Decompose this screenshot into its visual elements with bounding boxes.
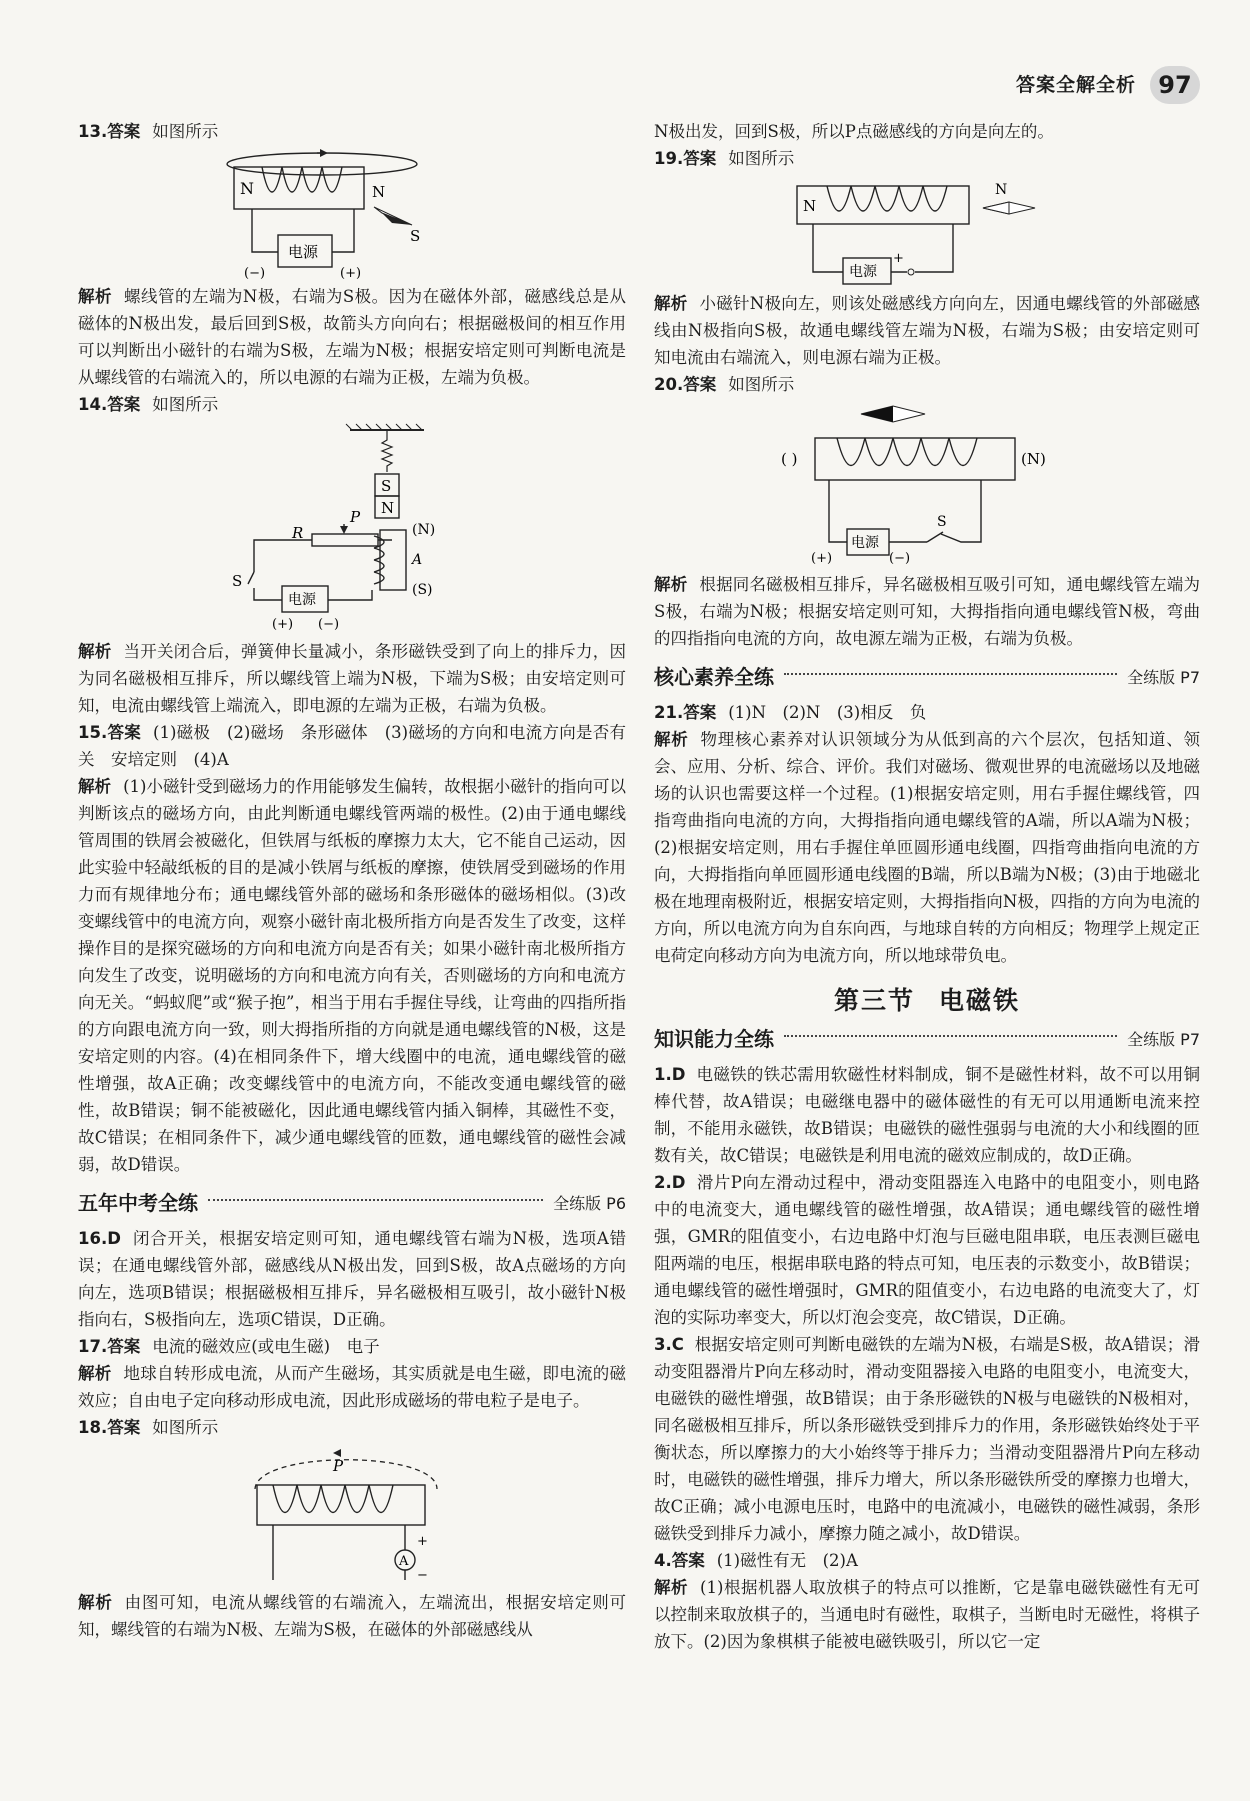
q13-n-label: N (240, 179, 254, 198)
q13-answer: 13.答案 如图所示 (78, 122, 219, 141)
q14-magnet-s: S (381, 477, 392, 495)
section-core-literacy (654, 664, 1200, 691)
q13-needle-s: S (410, 227, 421, 245)
page-header (1016, 66, 1200, 104)
q14-p: P (350, 508, 361, 526)
q20-figure (777, 402, 1077, 567)
q18-explanation: 解析 由图可知，电流从螺线管的右端流入，左端流出，根据安培定则可知，螺线管的右端为N极、左端为S极，在磁体的外部磁感线从 (78, 1593, 627, 1639)
page-number: 97 (1150, 66, 1200, 104)
q17-explanation: 解析 地球自转形成电流，从而产生磁场，其实质就是电生磁，即电流的磁效应；自由电子定向移动形成电流，因此形成磁场的带电粒子是电子。 (78, 1364, 627, 1410)
section-title: 知识能力全练 (654, 1027, 774, 1051)
q14-magnet-n: N (381, 499, 395, 517)
q19-answer: 19.答案 如图所示 (654, 149, 795, 168)
q4-explanation: 解析 (1)根据机器人取放棋子的特点可以推断，它是靠电磁铁磁性有无可以控制来取放棋子的，当通电时有磁性，取棋子，当断电时无磁性，将棋子放下。(2)因为象棋棋子能被电磁铁吸引，所以它一定 (654, 1578, 1201, 1651)
section-title: 核心素养全练 (654, 665, 774, 689)
q14-switch: S (232, 572, 243, 590)
q20-explanation: 解析 根据同名磁极相互排斥，异名磁极相互吸引可知，通电螺线管左端为S极，右端为N极；根据安培定则可知，大拇指指向通电螺线管N极，弯曲的四指指向电流的方向，故电源左端为正极，右端为负极。 (654, 575, 1201, 648)
q19-source: 电源 (849, 264, 877, 280)
q14-answer: 14.答案 如图所示 (78, 395, 219, 414)
q18-ammeter-a: A (399, 1554, 409, 1569)
q20-answer: 20.答案 如图所示 (654, 375, 795, 394)
q4-answer: 4.答案 (1)磁性有无 (2)A (654, 1551, 858, 1570)
q20-pos: (+) (811, 551, 833, 566)
q20-left-pole: ( ) (781, 450, 798, 468)
q19-figure (787, 176, 1067, 286)
chapter-section: 第三节 (833, 986, 915, 1015)
q14-np: (N) (412, 522, 436, 538)
q20-neg: (−) (889, 551, 911, 566)
q15-explanation: 解析 (1)小磁针受到磁场力的作用能够发生偏转，故根据小磁针的指向可以判断该点的磁场方向，由此判断通电螺线管两端的极性。(2)由于通电螺线管周围的铁屑会被磁化，但铁屑与纸板的摩擦力太大，它不能自己运动，因此实验中轻敲纸板的目的是减小铁屑与纸板的摩擦，使铁屑受到磁场的作用力而有规律地分布；通电螺线管外部的磁场和条形磁体的磁场相似。(3)改变螺线管中的电流方向，观察小磁针南北极所指方向是否发生了改变，这样操作目的是探究磁场的方向和电流方向是否有关；如果小磁针南北极所指方向发生了改变，说明磁场的方向和电流方向有关，否则磁场的方向和电流方向无关。“蚂蚁爬”或“猴子抱”，相当于用右手握住导线，让弯曲的四指所指的方向跟电流方向一致，则大拇指所指的方向就是通电螺线管的N极，这是安培定则的内容。(4)在相同条件下，增大线圈中的电流，通电螺线管的磁性增强，故A正确；改变螺线管中的电流方向，不能改变通电螺线管的磁性，故B错误；铜不能被磁化，因此通电螺线管内插入铜棒，其磁性不变，故C错误；在相同条件下，减少通电螺线管的匝数，通电螺线管的磁性会减弱，故D错误。 (78, 777, 627, 1174)
chapter-title (654, 987, 1200, 1014)
q17-answer: 17.答案 电流的磁效应(或电生磁) 电子 (78, 1337, 380, 1356)
header-title: 答案全解全析 (1015, 73, 1136, 96)
q13-needle-n: N (372, 183, 386, 201)
q19-n-label: N (803, 197, 817, 215)
q13-pos: (+) (340, 266, 362, 279)
q19-explanation: 解析 小磁针N极向左，则该处磁感线方向向左，因通电螺线管的外部磁感线由N极指向S极，故通电螺线管左端为N极，右端为S极；由安培定则可知电流由右端流入，则电源右端为正极。 (654, 294, 1201, 367)
q13-explanation: 解析 螺线管的左端为N极，右端为S极。因为在磁体外部，磁感线总是从磁体的N极出发，最后回到S极，故箭头方向向右；根据磁极间的相互作用可以判断出小磁针的右端为S极，左端为N极；根据安培定则可判断电流是从螺线管的右端流入的，所以电源的右端为正极，左端为负极。 (78, 287, 626, 387)
q16-text: 16.D 闭合开关，根据安培定则可知，通电螺线管右端为N极，选项A错误；在通电螺线管外部，磁感线从N极出发，回到S极，故A点磁场的方向向左，选项B错误；根据磁极相互排斥，异名磁极相互吸引，故小磁针N极指向右，S极指向左，选项C错误，D正确。 (78, 1229, 626, 1329)
q20-source: 电源 (851, 535, 879, 551)
q14-a: A (412, 552, 423, 568)
q14-sp: (S) (412, 582, 433, 598)
q19-plus: + (893, 251, 904, 266)
q3-text: 3.C 根据安培定则可判断电磁铁的左端为N极，右端是S极，故A错误；滑动变阻器滑片P向左移动时，滑动变阻器接入电路的电阻变小，电流变大，电磁铁的磁性增强，故B错误；由于条形磁铁的N极与电磁铁的N极相对，同名磁极相互排斥，所以条形磁铁受到排斥力的作用，条形磁铁始终处于平衡状态，所以摩擦力的大小始终等于排斥力；当滑动变阻器滑片P向左移动时，电磁铁的磁性增强，排斥力增大，所以条形磁铁所受的摩擦力也增大，故C正确；减小电源电压时，电路中的电流减小，电磁铁的磁性减弱，条形磁铁受到排斥力减小，摩擦力随之减小，故D错误。 (654, 1335, 1200, 1543)
section-ref: 全练版 P6 (553, 1194, 626, 1213)
q21-answer: 21.答案 (1)N (2)N (3)相反 负 (654, 703, 927, 722)
q14-r: R (292, 524, 304, 542)
q18-answer: 18.答案 如图所示 (78, 1418, 219, 1437)
q19-needle-n: N (995, 182, 1008, 198)
switch-icon (927, 532, 943, 542)
chapter-name: 电磁铁 (939, 986, 1021, 1015)
q21-explanation: 解析 物理核心素养对认识领域分为从低到高的六个层次，包括知道、领会、应用、分析、综合、评价。我们对磁场、微观世界的电流磁场以及地磁场的认识也需要这样一个过程。(1)根据安培定则，用右手握住螺线管，四指弯曲指向电流的方向，大拇指指向通电螺线管的A端，所以A端为N极；(2)根据安培定则，用右手握住单匝圆形通电线圈，四指弯曲指向电流的方向，大拇指指向单匝圆形通电线圈的B端，所以B端为N极；(3)由于地磁北极在地理南极附近，根据安培定则，大拇指指向N极，四指的方向为电流的方向，所以电流方向为自东向西，与地球自转的方向相反；物理学上规定正电荷定向移动方向为电流方向，所以地球带负电。 (654, 730, 1200, 965)
q18-plus: + (417, 1534, 428, 1549)
section-ref: 全练版 P7 (1127, 1030, 1200, 1049)
q20-switch: S (937, 514, 947, 530)
q20-right-pole: (N) (1021, 450, 1046, 468)
left-column (78, 118, 626, 1643)
right-column (654, 118, 1200, 1655)
section-title: 五年中考全练 (78, 1191, 198, 1215)
q18-figure (237, 1445, 467, 1585)
q1-text: 1.D 电磁铁的铁芯需用软磁性材料制成，铜不是磁性材料，故不可以用铜棒代替，故A错误；电磁继电器中的磁体磁性的有无可以用通断电流来控制，不能用永磁铁，故B错误；电磁铁的磁性强弱与电流的大小和线圈的匝数有关，故C错误；电磁铁是利用电流的磁效应制成的，故D正确。 (654, 1065, 1200, 1165)
section-knowledge (654, 1026, 1200, 1053)
q18-continued: N极出发，回到S极，所以P点磁感线的方向是向左的。 (654, 122, 1054, 141)
q13-figure (222, 149, 482, 279)
spring-icon (382, 430, 392, 472)
q18-p: P (333, 1457, 344, 1475)
q14-neg: (−) (318, 617, 340, 632)
q14-source: 电源 (288, 592, 316, 608)
section-five-year (78, 1190, 626, 1217)
q14-pos: (+) (272, 617, 294, 632)
q13-neg: (−) (244, 266, 266, 279)
q18-minus: − (417, 1568, 428, 1583)
q14-figure (232, 422, 472, 634)
q13-source: 电源 (288, 243, 319, 261)
q2-text: 2.D 滑片P向左滑动过程中，滑动变阻器连入电路中的电阻变小，则电路中的电流变大，通电螺线管的磁性增强，故A错误；通电螺线管的磁性增强，GMR的阻值变小，右边电路中灯泡与巨磁电阻串联，电压表测巨磁电阻两端的电压，根据串联电路的特点可知，电压表的示数变小，故B错误；通电螺线管的磁性增强时，GMR的阻值变小，右边电路的电流变大了，灯泡的实际功率变大，所以灯泡会变亮，故C错误，D正确。 (654, 1173, 1200, 1327)
q14-explanation: 解析 当开关闭合后，弹簧伸长量减小，条形磁铁受到了向上的排斥力，因为同名磁极相互排斥，所以螺线管上端为N极，下端为S极；由安培定则可知，电流由螺线管上端流入，即电源的左端为正极，右端为负极。 (78, 642, 627, 715)
section-ref: 全练版 P7 (1127, 668, 1200, 687)
q15-answer: 15.答案 (1)磁极 (2)磁场 条形磁体 (3)磁场的方向和电流方向是否有关 安培定则 (4)A (78, 723, 626, 769)
